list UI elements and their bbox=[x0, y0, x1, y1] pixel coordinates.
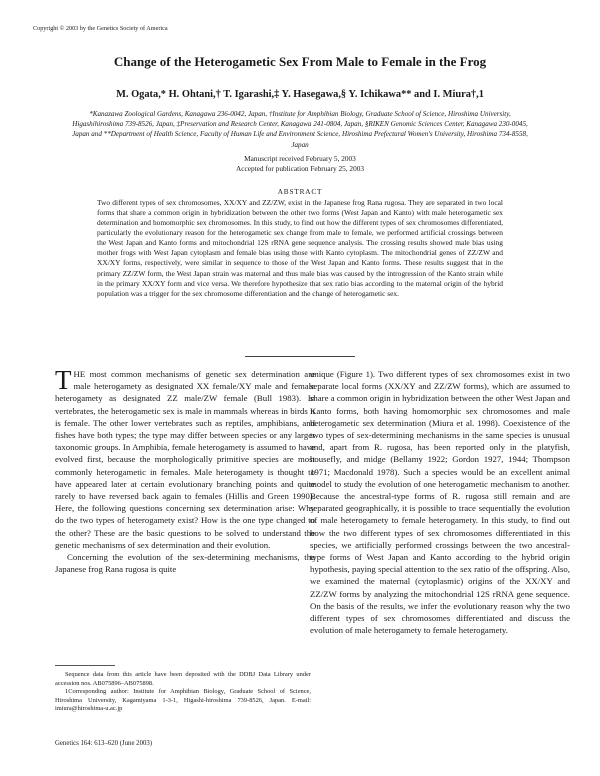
body-column-right bbox=[310, 368, 570, 636]
article-title: Change of the Heterogametic Sex From Male to Female in the Frog bbox=[113, 54, 487, 69]
abstract-text: Two different types of sex chromosomes, XX/XY and ZZ/ZW, exist in the Japanese frog Rana rugosa. They are separated in two local forms that share a common origin in hybridization between the other two forms (West Japan and Kanto) with male heterogametic sex determination and homomorphic sex chromosomes. In this study, to find out how the different types of sex chromosomes differentiated, particularly the evolutionary reason for the heterogametic sex change from male to female, we performed artificial crossings between the West Japan and Kanto forms and mitochondrial 12S rRNA gene sequence analysis. The crossing results showed male bias using mother frogs with West Japan cytoplasm and female bias using those with Kanto cytoplasm. The mitochondrial genes of ZZ/ZW and XX/XY forms, respectively, were similar in sequence to those of the West Japan and Kanto forms. These results suggest that in the primary ZZ/ZW form, the West Japan strain was maternal and thus male bias was caused by the introgression of the Kanto strain while in the primary XX/XY form and vice versa. We therefore hypothesize that sex ratio bias according to the maternal origin of the hybrid population was a trigger for the sex chromosome differentiation and the change of heterogametic sex. bbox=[97, 198, 503, 298]
author-list: M. Ogata,* H. Ohtani,† T. Igarashi,‡ Y. Hasegawa,§ Y. Ichikawa** and I. Miura†,1 bbox=[116, 89, 484, 100]
copyright-line: Copyright © 2003 by the Genetics Society of America bbox=[33, 25, 168, 32]
section-divider bbox=[245, 356, 355, 357]
footnotes bbox=[55, 671, 311, 714]
manuscript-dates bbox=[0, 154, 600, 174]
footnote-accession: Sequence data from this article have been deposited with the DDBJ Data Library under accession nos. AB075896–AB075898. bbox=[55, 671, 311, 687]
intro-paragraph-2: Concerning the evolution of the sex-determining mechanisms, the Japanese frog Rana rugosa is quite bbox=[55, 552, 315, 575]
abstract-heading: ABSTRACT bbox=[277, 187, 323, 196]
footnote-corresponding-author: 1Corresponding author: Institute for Amphibian Biology, Graduate School of Science, Hiroshima University, Kagamiyama 1-3-1, Higashi-hiroshima 739-8526, Japan. E-mail: imiura@hiroshima-u.ac.jp bbox=[55, 688, 311, 712]
affiliations: *Kanazawa Zoological Gardens, Kanagawa 236-0042, Japan, †Institute for Amphibian Biology, Graduate School of Science, Hiroshima University, Higashihiroshima 739-8526, Japan, ‡Preservation and Research Center, Kanagawa 241-0804, Japan, §RIKEN Genomic Sciences Center, Kanagawa 230-0045, Japan and **Department of Health Science, Faculty of Human Life and Environment Science, Hiroshima Prefectural Women's University, Hiroshima 734-8558, Japan bbox=[72, 110, 528, 149]
intro-paragraph-1: HE most common mechanisms of genetic sex determination are male heterogamety as designated XX female/XY male and female heterogamety as designated ZZ male/ZW female (Bull 1983). In vertebrates, the heterogametic sex is male in mammals whereas in birds it is female. The other lower vertebrates such as reptiles, amphibians, and fishes have both types; the type may differ between species or any larger taxonomic groups. In Amphibia, female heterogamety is assumed to have evolved first, because the morphologically primitive species are most commonly heterogametic in females. Male heterogamety is thought to have appeared later at certain evolutionary branching points and quite rarely to have reversed back again to females (Hillis and Green 1990). Here, the following questions concerning sex determination arise: Why do the two types of heterogamety exist? How is the one type changed to the other? These are the basic questions to be solved to understand the genetic mechanisms of sex determination and their evolution. bbox=[55, 369, 315, 550]
body-column-left bbox=[55, 365, 315, 575]
journal-citation: Genetics 164: 613–620 (June 2003) bbox=[55, 740, 153, 747]
drop-cap: T bbox=[55, 365, 72, 395]
intro-paragraph-3: unique (Figure 1). Two different types of sex chromosomes exist in two separate local forms (XX/XY and ZZ/ZW forms), which are assumed to share a common origin in hybridization between the other West Japan and Kanto forms, both having homomorphic sex chromosomes and male heterogametic sex determination (Miura et al. 1998). Coexistence of the two types of sex-determining mechanisms in the same species is unusual and, apart from R. rugosa, has been reported only in the platyfish, housefly, and midge (Bellamy 1922; Gordon 1927, 1944; Thompson 1971; Macdonald 1978). Such a species would be an excellent animal model to study the evolution of one heterogametic mechanism to another. Because the ancestral-type forms of R. rugosa still remain and are separated geographically, it is possible to trace sequentially the evolution of male heterogamety to female heterogamety. In this study, to find out how the two different types of sex chromosomes differentiated in this species, we artificially performed crossings between the two ancestral-type forms of West Japan and Kanto according to the hybrid origin hypothesis, paying special attention to the sex ratio of the offspring. Also, we examined the maternal (cytoplasmic) origins of the XX/XY and ZZ/ZW forms by analyzing the mitochondrial 12S rRNA gene sequence. On the basis of the results, we infer the evolutionary reason why the two different types of sex chromosomes differentiated and discuss the evolution of male heterogamety to female heterogamety. bbox=[310, 369, 570, 636]
accepted-date: Accepted for publication February 25, 2003 bbox=[235, 164, 365, 173]
footnote-divider bbox=[55, 665, 115, 666]
received-date: Manuscript received February 5, 2003 bbox=[244, 154, 356, 163]
